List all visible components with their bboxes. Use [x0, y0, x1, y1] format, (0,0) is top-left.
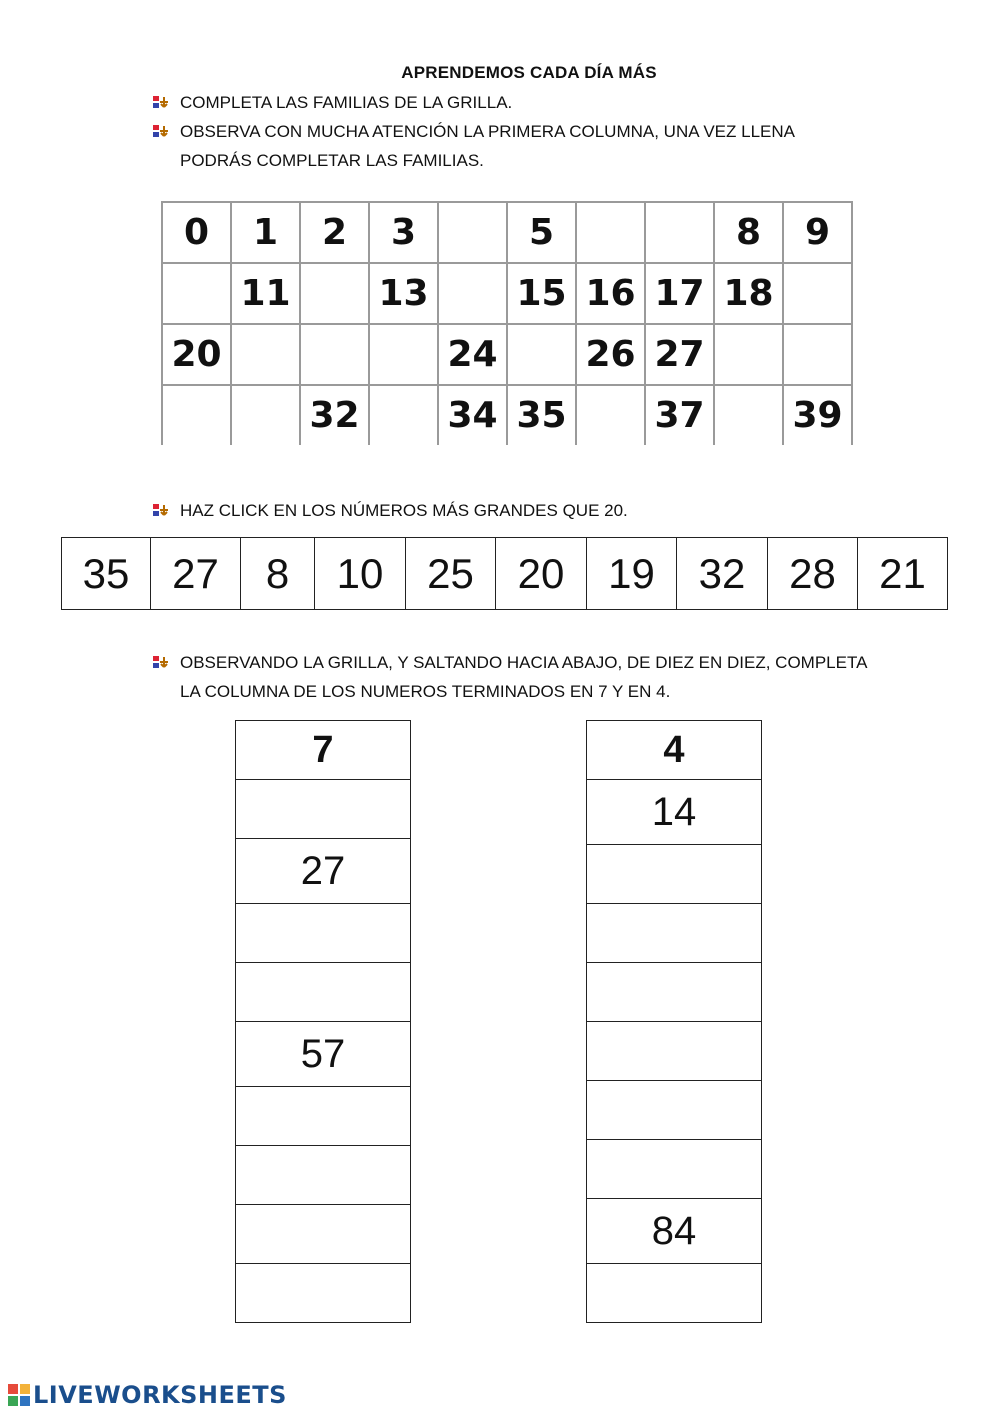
grid-cell: 26: [576, 324, 645, 385]
grid-cell[interactable]: [714, 324, 783, 385]
column-header: 7: [236, 721, 411, 780]
column-four: [586, 720, 762, 1323]
grid-cell[interactable]: [369, 324, 438, 385]
column-cell[interactable]: [587, 845, 762, 904]
instruction-text: OBSERVANDO LA GRILLA, Y SALTANDO HACIA ABAJO, DE DIEZ EN DIEZ, COMPLETA LA COLUMNA DE LOS NUMEROS TERMINADOS EN 7 Y EN 4.: [180, 653, 868, 701]
grid-cell[interactable]: [783, 324, 852, 385]
column-cell[interactable]: [236, 1205, 411, 1264]
column-cell[interactable]: [587, 963, 762, 1022]
click-number[interactable]: 19: [587, 538, 677, 610]
grid-cell[interactable]: [576, 202, 645, 263]
grid-cell[interactable]: [438, 263, 507, 324]
grid-cell: 3: [369, 202, 438, 263]
grid-cell: 11: [231, 263, 300, 324]
click-number[interactable]: 20: [496, 538, 587, 610]
grid-cell: 20: [162, 324, 231, 385]
instruction-1: [152, 88, 512, 117]
instruction-text: COMPLETA LAS FAMILIAS DE LA GRILLA.: [180, 93, 513, 112]
grid-cell: 24: [438, 324, 507, 385]
liveworksheets-logo: [8, 1381, 287, 1409]
column-cell[interactable]: [236, 1146, 411, 1205]
grid-cell[interactable]: [576, 385, 645, 445]
grid-cell: 15: [507, 263, 576, 324]
grid-cell[interactable]: [369, 385, 438, 445]
grid-cell: 13: [369, 263, 438, 324]
click-number[interactable]: 32: [677, 538, 768, 610]
grid-cell[interactable]: [507, 324, 576, 385]
arrow-bullet-icon: [152, 648, 180, 677]
arrow-bullet-icon: [152, 496, 180, 525]
column-seven: [235, 720, 411, 1323]
grid-cell[interactable]: [645, 202, 714, 263]
grid-cell[interactable]: [231, 324, 300, 385]
grid-cell[interactable]: [162, 263, 231, 324]
instruction-text: OBSERVA CON MUCHA ATENCIÓN LA PRIMERA COLUMNA, UNA VEZ LLENA PODRÁS COMPLETAR LAS FAMILIAS.: [180, 122, 795, 170]
grid-cell: 2: [300, 202, 369, 263]
click-number[interactable]: 28: [768, 538, 858, 610]
column-cell[interactable]: [587, 1081, 762, 1140]
grid-cell[interactable]: [231, 385, 300, 445]
grid-cell: 5: [507, 202, 576, 263]
instruction-4: [152, 648, 867, 706]
column-cell[interactable]: [236, 963, 411, 1022]
grid-row: [162, 324, 852, 385]
grid-cell: 16: [576, 263, 645, 324]
grid-cell[interactable]: [714, 385, 783, 445]
grid-cell: 8: [714, 202, 783, 263]
column-cell[interactable]: [236, 904, 411, 963]
grid-cell: 34: [438, 385, 507, 445]
column-cell: 84: [587, 1199, 762, 1264]
arrow-bullet-icon: [152, 88, 180, 117]
grid-row: [162, 202, 852, 263]
column-header: 4: [587, 721, 762, 780]
grid-cell: 37: [645, 385, 714, 445]
column-cell[interactable]: [587, 1140, 762, 1199]
click-number[interactable]: 10: [315, 538, 406, 610]
click-number[interactable]: 27: [151, 538, 241, 610]
column-cell[interactable]: [236, 780, 411, 839]
grid-cell: 27: [645, 324, 714, 385]
grid-cell[interactable]: [783, 263, 852, 324]
worksheet-title: APRENDEMOS CADA DÍA MÁS: [401, 63, 657, 82]
click-numbers-row: [61, 537, 948, 610]
grid-cell: 18: [714, 263, 783, 324]
column-cell[interactable]: [587, 1022, 762, 1081]
grid-row: [162, 385, 852, 445]
click-number[interactable]: 35: [62, 538, 151, 610]
instruction-text: HAZ CLICK EN LOS NÚMEROS MÁS GRANDES QUE 20.: [180, 501, 628, 520]
grid-cell: 32: [300, 385, 369, 445]
instruction-2: [152, 117, 795, 175]
grid-cell[interactable]: [162, 385, 231, 445]
click-number[interactable]: 25: [406, 538, 496, 610]
grid-cell: 0: [162, 202, 231, 263]
grid-cell: 39: [783, 385, 852, 445]
grid-cell: 1: [231, 202, 300, 263]
grid-cell: 17: [645, 263, 714, 324]
grid-cell: 9: [783, 202, 852, 263]
column-cell[interactable]: [236, 1087, 411, 1146]
number-grid: [161, 201, 853, 445]
column-cell: 57: [236, 1022, 411, 1087]
grid-cell[interactable]: [300, 324, 369, 385]
liveworksheets-logo-icon: [8, 1384, 30, 1406]
column-cell: 14: [587, 780, 762, 845]
grid-cell[interactable]: [438, 202, 507, 263]
click-number[interactable]: 8: [241, 538, 315, 610]
column-cell[interactable]: [236, 1264, 411, 1323]
column-cell[interactable]: [587, 1264, 762, 1323]
grid-row: [162, 263, 852, 324]
column-cell[interactable]: [587, 904, 762, 963]
grid-cell[interactable]: [300, 263, 369, 324]
column-cell: 27: [236, 839, 411, 904]
grid-cell: 35: [507, 385, 576, 445]
instruction-3: [152, 496, 628, 525]
brand-name: LIVEWORKSHEETS: [33, 1381, 287, 1409]
click-number[interactable]: 21: [858, 538, 948, 610]
arrow-bullet-icon: [152, 117, 180, 146]
